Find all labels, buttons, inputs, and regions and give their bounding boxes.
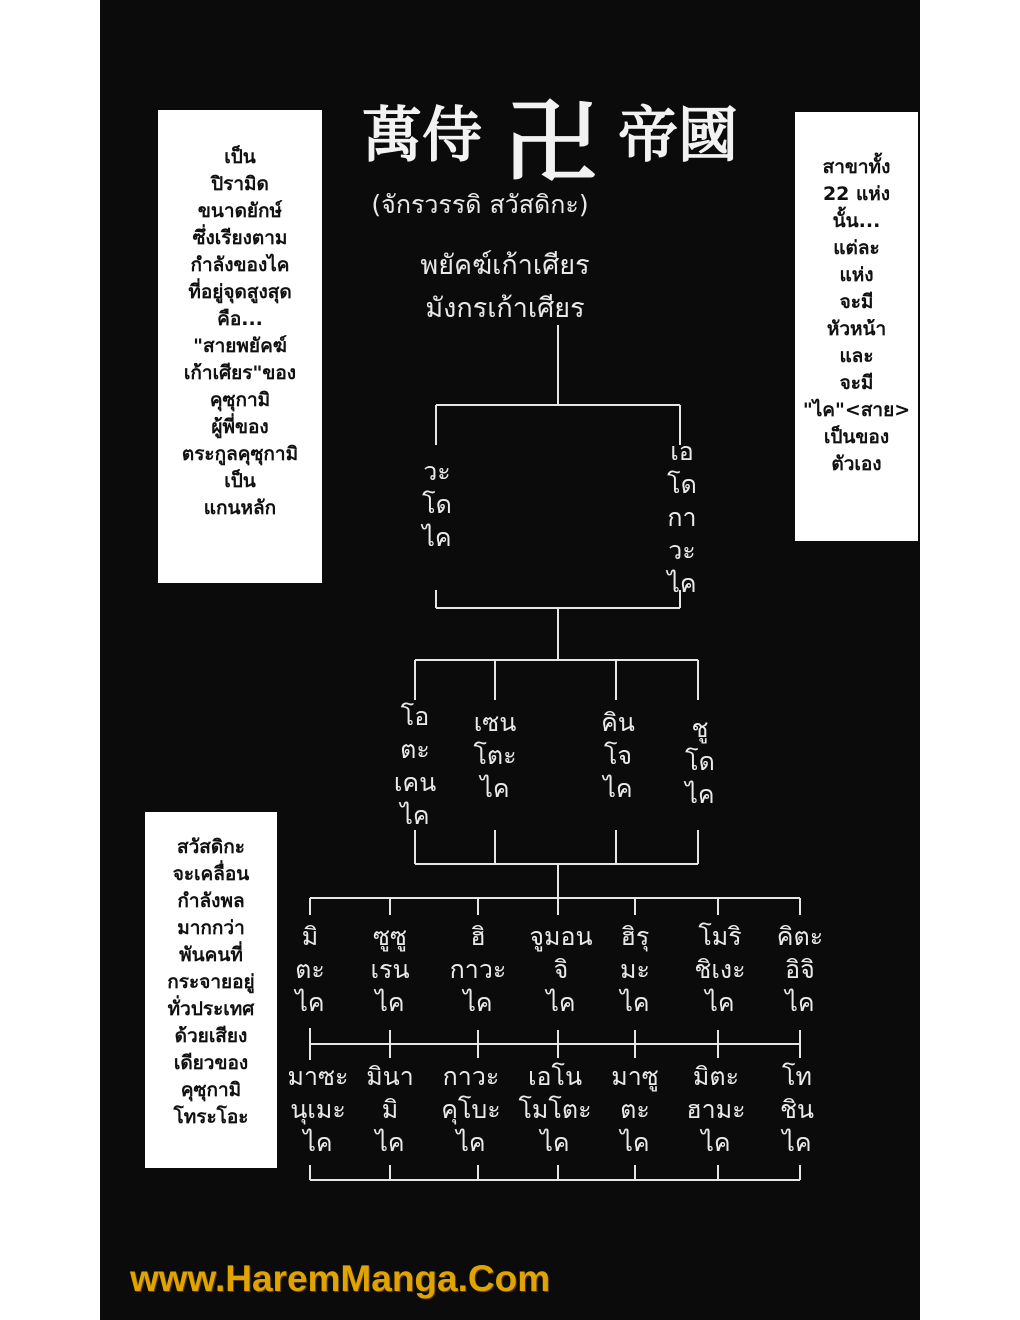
branch-kawakubo-kai: กาวะ คุโบะ ไค: [441, 1062, 501, 1157]
branch-morishige-kai: โมริ ชิเงะ ไค: [694, 922, 746, 1017]
branch-suzuren-kai: ซูซู เรน ไค: [370, 922, 410, 1017]
branch-masuta-kai: มาซู ตะ ไค: [611, 1062, 659, 1157]
title-kanji-right: 帝國: [618, 101, 738, 171]
branch-jumonji-kai: จูมอน จิ ไค: [529, 922, 593, 1017]
branch-sento-kai: เซน โตะ ไค: [473, 708, 517, 803]
narration-box-branches: สาขาทั้ง 22 แห่ง นั้น... แต่ละ แห่ง จะมี หัวหน้า และ จะมี "ไค"<สาย> เป็นของ ตัวเอง: [795, 112, 918, 541]
narration-box-pyramid: เป็น ปิรามิด ขนาดยักษ์ ซึ่งเรียงตาม กำลังของไค ที่อยู่จุดสูงสุด คือ... "สายพยัคฆ์ เก้าเศียร"ของ คุซุกามิ ผู้พี่ของ ตระกูลคุซุกามิ เป็น แกนหลัก: [158, 110, 322, 583]
manga-page: [100, 0, 920, 1320]
head-line-1: พยัคฆ์เก้าเศียร: [420, 250, 590, 281]
branch-chudo-kai: ชู โด ไค: [685, 714, 715, 809]
head-line-2: มังกรเก้าเศียร: [425, 293, 585, 324]
branch-enomoto-kai: เอโน โมโตะ ไค: [518, 1062, 592, 1157]
branch-wado-kai: วะ โด ไค: [422, 457, 452, 552]
branch-minami-kai: มินา มิ ไค: [366, 1062, 414, 1157]
swastika-emblem: 卍: [505, 89, 598, 197]
branch-mitahama-kai: มิตะ ฮามะ ไค: [686, 1062, 746, 1157]
title-kanji-left: 萬侍: [362, 101, 482, 171]
branch-masanume-kai: มาซะ นุเมะ ไค: [287, 1062, 349, 1157]
branch-mita-kai: มิ ตะ ไค: [295, 922, 325, 1017]
branch-edogawa-kai: เอ โด กา วะ ไค: [667, 437, 697, 598]
branch-otaken-kai: โอ ตะ เคน ไค: [393, 702, 437, 830]
branch-hiruma-kai: ฮิรุ มะ ไค: [620, 922, 650, 1017]
branch-toshin-kai: โท ชิน ไค: [779, 1062, 815, 1157]
subtitle: (จักรวรรดิ สวัสดิกะ): [371, 190, 589, 219]
branch-kinjo-kai: คิน โจ ไค: [601, 708, 635, 803]
site-watermark: www.HaremManga.Com: [130, 1258, 551, 1299]
narration-box-forces: สวัสดิกะ จะเคลื่อน กำลังพล มากกว่า พันคนที่ กระจายอยู่ ทั่วประเทศ ด้วยเสียง เดียวของ คุซุกามิ โทระโอะ: [145, 812, 277, 1168]
branch-hikawa-kai: ฮิ กาวะ ไค: [449, 922, 507, 1017]
branch-kitaichi-kai: คิตะ อิจิ ไค: [776, 922, 824, 1017]
